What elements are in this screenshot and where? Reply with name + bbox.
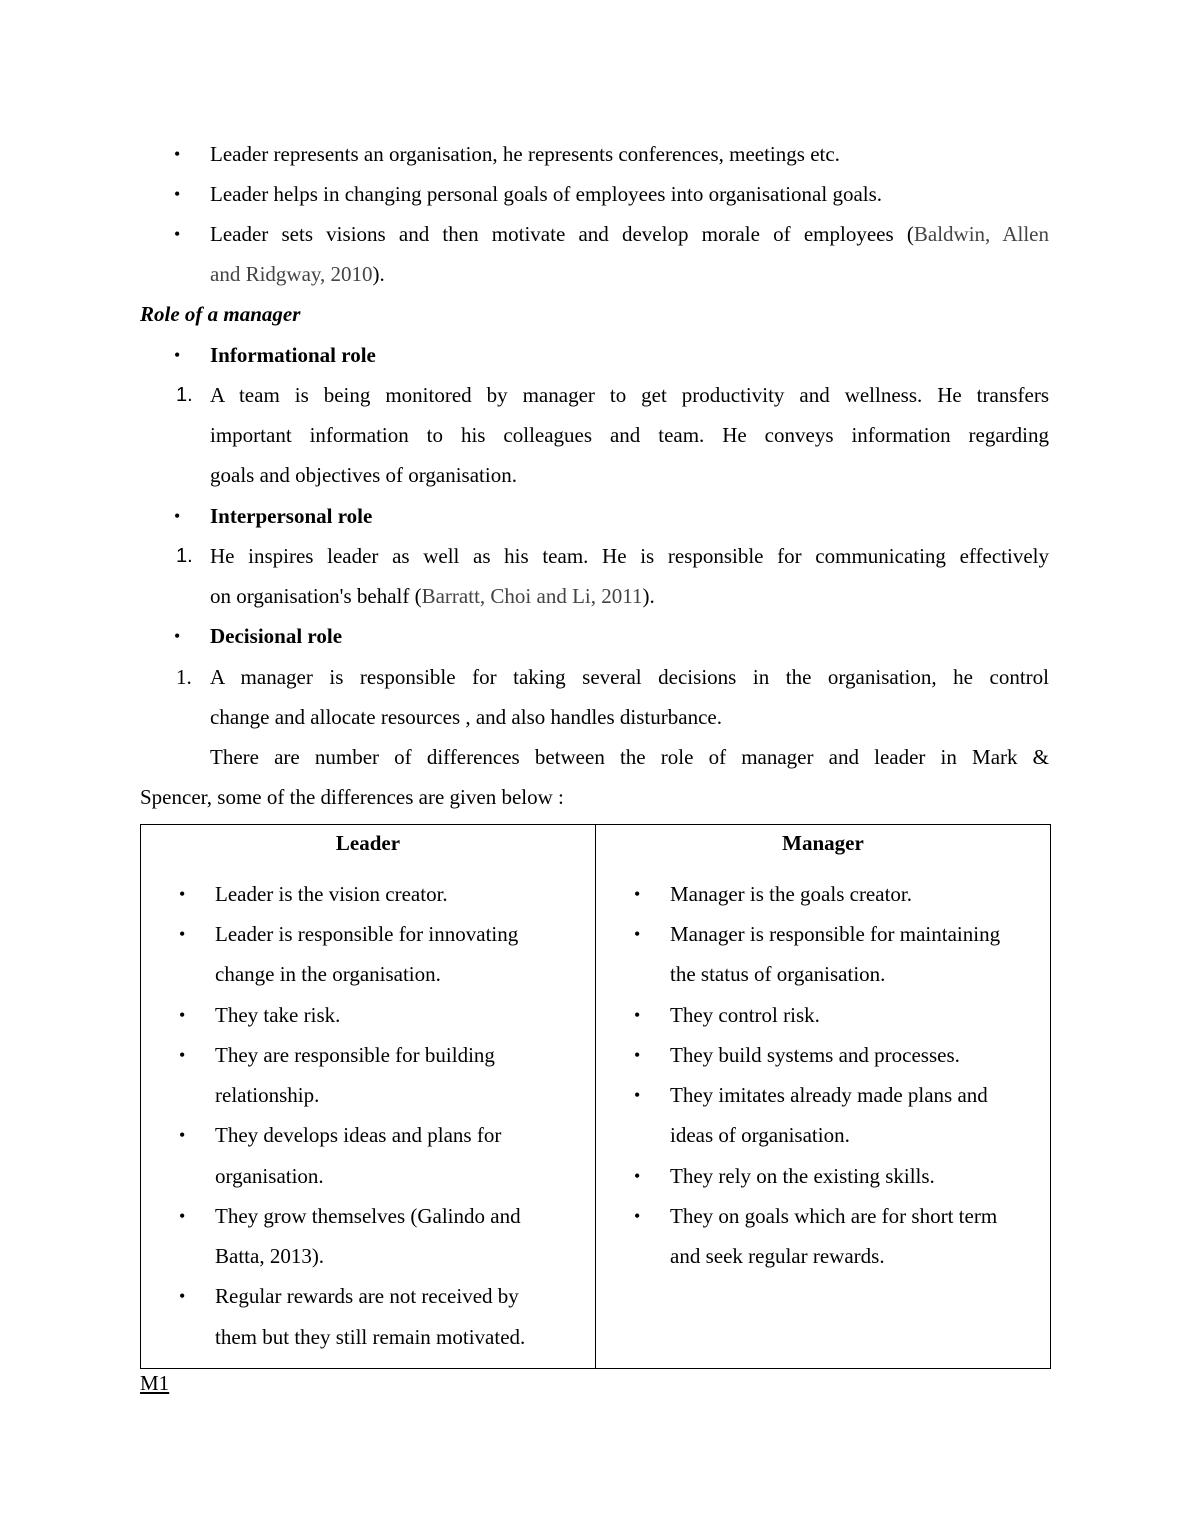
leader-column-header: Leader: [335, 831, 401, 855]
list-number: 1.: [176, 665, 192, 689]
paragraph-line-2: Spencer, some of the differences are given below :: [140, 785, 564, 809]
leader-cell-line: Leader is responsible for innovating: [215, 922, 519, 946]
citation: Barratt, Choi and Li, 2011: [421, 584, 643, 608]
manager-cell-line: and seek regular rewards.: [670, 1244, 885, 1268]
leader-cell-line: relationship.: [215, 1083, 320, 1107]
manager-cell-line: They rely on the existing skills.: [670, 1164, 935, 1188]
intro-bullet-3-line-2: [210, 261, 385, 287]
bullet-icon: •: [634, 1045, 641, 1065]
bullet-icon: •: [634, 1005, 641, 1025]
bullet-icon: •: [634, 884, 641, 904]
interpersonal-line-2-end: ).: [642, 584, 655, 608]
manager-cell-line: ideas of organisation.: [670, 1123, 850, 1147]
leader-cell-line: change in the organisation.: [215, 962, 441, 986]
leader-cell-line: Batta, 2013).: [215, 1244, 325, 1268]
informational-line-2: important information to his colleagues and team. He conveys information regarding: [210, 423, 1049, 447]
intro-bullet-3-text: Leader sets visions and then motivate and develop morale of employees (: [210, 222, 914, 246]
bullet-icon: •: [174, 224, 181, 244]
bullet-icon: •: [174, 345, 181, 365]
leader-cell-line: organisation.: [215, 1164, 324, 1188]
informational-line-1: A team is being monitored by manager to get productivity and wellness. He transfers: [210, 383, 1049, 407]
citation: and Ridgway, 2010: [210, 262, 373, 286]
informational-line-3: goals and objectives of organisation.: [210, 463, 517, 487]
bullet-icon: •: [179, 1045, 186, 1065]
bullet-icon: •: [634, 924, 641, 944]
section-heading: Role of a manager: [140, 302, 301, 326]
interpersonal-line-2: [210, 583, 655, 609]
bullet-icon: •: [174, 626, 181, 646]
citation: Baldwin, Allen: [913, 222, 1049, 246]
leader-cell-line: them but they still remain motivated.: [215, 1325, 526, 1349]
intro-bullet-2: Leader helps in changing personal goals of employees into organisational goals.: [210, 182, 883, 206]
manager-cell-line: the status of organisation.: [670, 962, 886, 986]
manager-cell-line: They on goals which are for short term: [670, 1204, 998, 1228]
bullet-icon: •: [634, 1206, 641, 1226]
interpersonal-line-1: He inspires leader as well as his team. He is responsible for communicating effectively: [210, 544, 1049, 568]
leader-cell-line: They develops ideas and plans for: [215, 1123, 502, 1147]
section-label-m1: M1: [140, 1371, 170, 1395]
leader-cell-line: Regular rewards are not received by: [215, 1284, 519, 1308]
manager-cell-line: They control risk.: [670, 1003, 820, 1027]
bullet-icon: •: [179, 884, 186, 904]
bullet-icon: •: [174, 184, 181, 204]
decisional-line-2: change and allocate resources , and also handles disturbance.: [210, 705, 722, 729]
bullet-icon: •: [179, 1005, 186, 1025]
bullet-icon: •: [174, 506, 181, 526]
manager-column-header: Manager: [782, 831, 864, 855]
manager-cell-line: They build systems and processes.: [670, 1043, 960, 1067]
interpersonal-line-2-text: on organisation's behalf (: [210, 584, 422, 608]
bullet-icon: •: [179, 1286, 186, 1306]
leader-cell-line: They grow themselves (Galindo and: [215, 1204, 521, 1228]
leader-cell-line: They take risk.: [215, 1003, 341, 1027]
bullet-icon: •: [179, 924, 186, 944]
intro-bullet-1: Leader represents an organisation, he represents conferences, meetings etc.: [210, 142, 840, 166]
bullet-icon: •: [174, 144, 181, 164]
leader-cell-line: Leader is the vision creator.: [215, 882, 448, 906]
list-number: 1.: [176, 545, 193, 567]
decisional-role-title: Decisional role: [210, 624, 343, 648]
bullet-icon: •: [634, 1166, 641, 1186]
leader-cell-line: They are responsible for building: [215, 1043, 495, 1067]
bullet-icon: •: [634, 1085, 641, 1105]
interpersonal-role-title: Interpersonal role: [210, 504, 373, 528]
intro-bullet-3-end: ).: [372, 262, 385, 286]
manager-cell-line: Manager is the goals creator.: [670, 882, 912, 906]
informational-role-title: Informational role: [210, 343, 376, 367]
intro-bullet-3-line-1: [210, 221, 1049, 247]
manager-cell-line: Manager is responsible for maintaining: [670, 922, 1001, 946]
manager-cell-line: They imitates already made plans and: [670, 1083, 988, 1107]
bullet-icon: •: [179, 1125, 186, 1145]
paragraph-line-1: There are number of differences between the role of manager and leader in Mark &: [210, 745, 1049, 769]
list-number: 1.: [176, 384, 193, 406]
table-column-divider: [595, 824, 596, 1369]
decisional-line-1: A manager is responsible for taking several decisions in the organisation, he control: [210, 665, 1049, 689]
bullet-icon: •: [179, 1206, 186, 1226]
